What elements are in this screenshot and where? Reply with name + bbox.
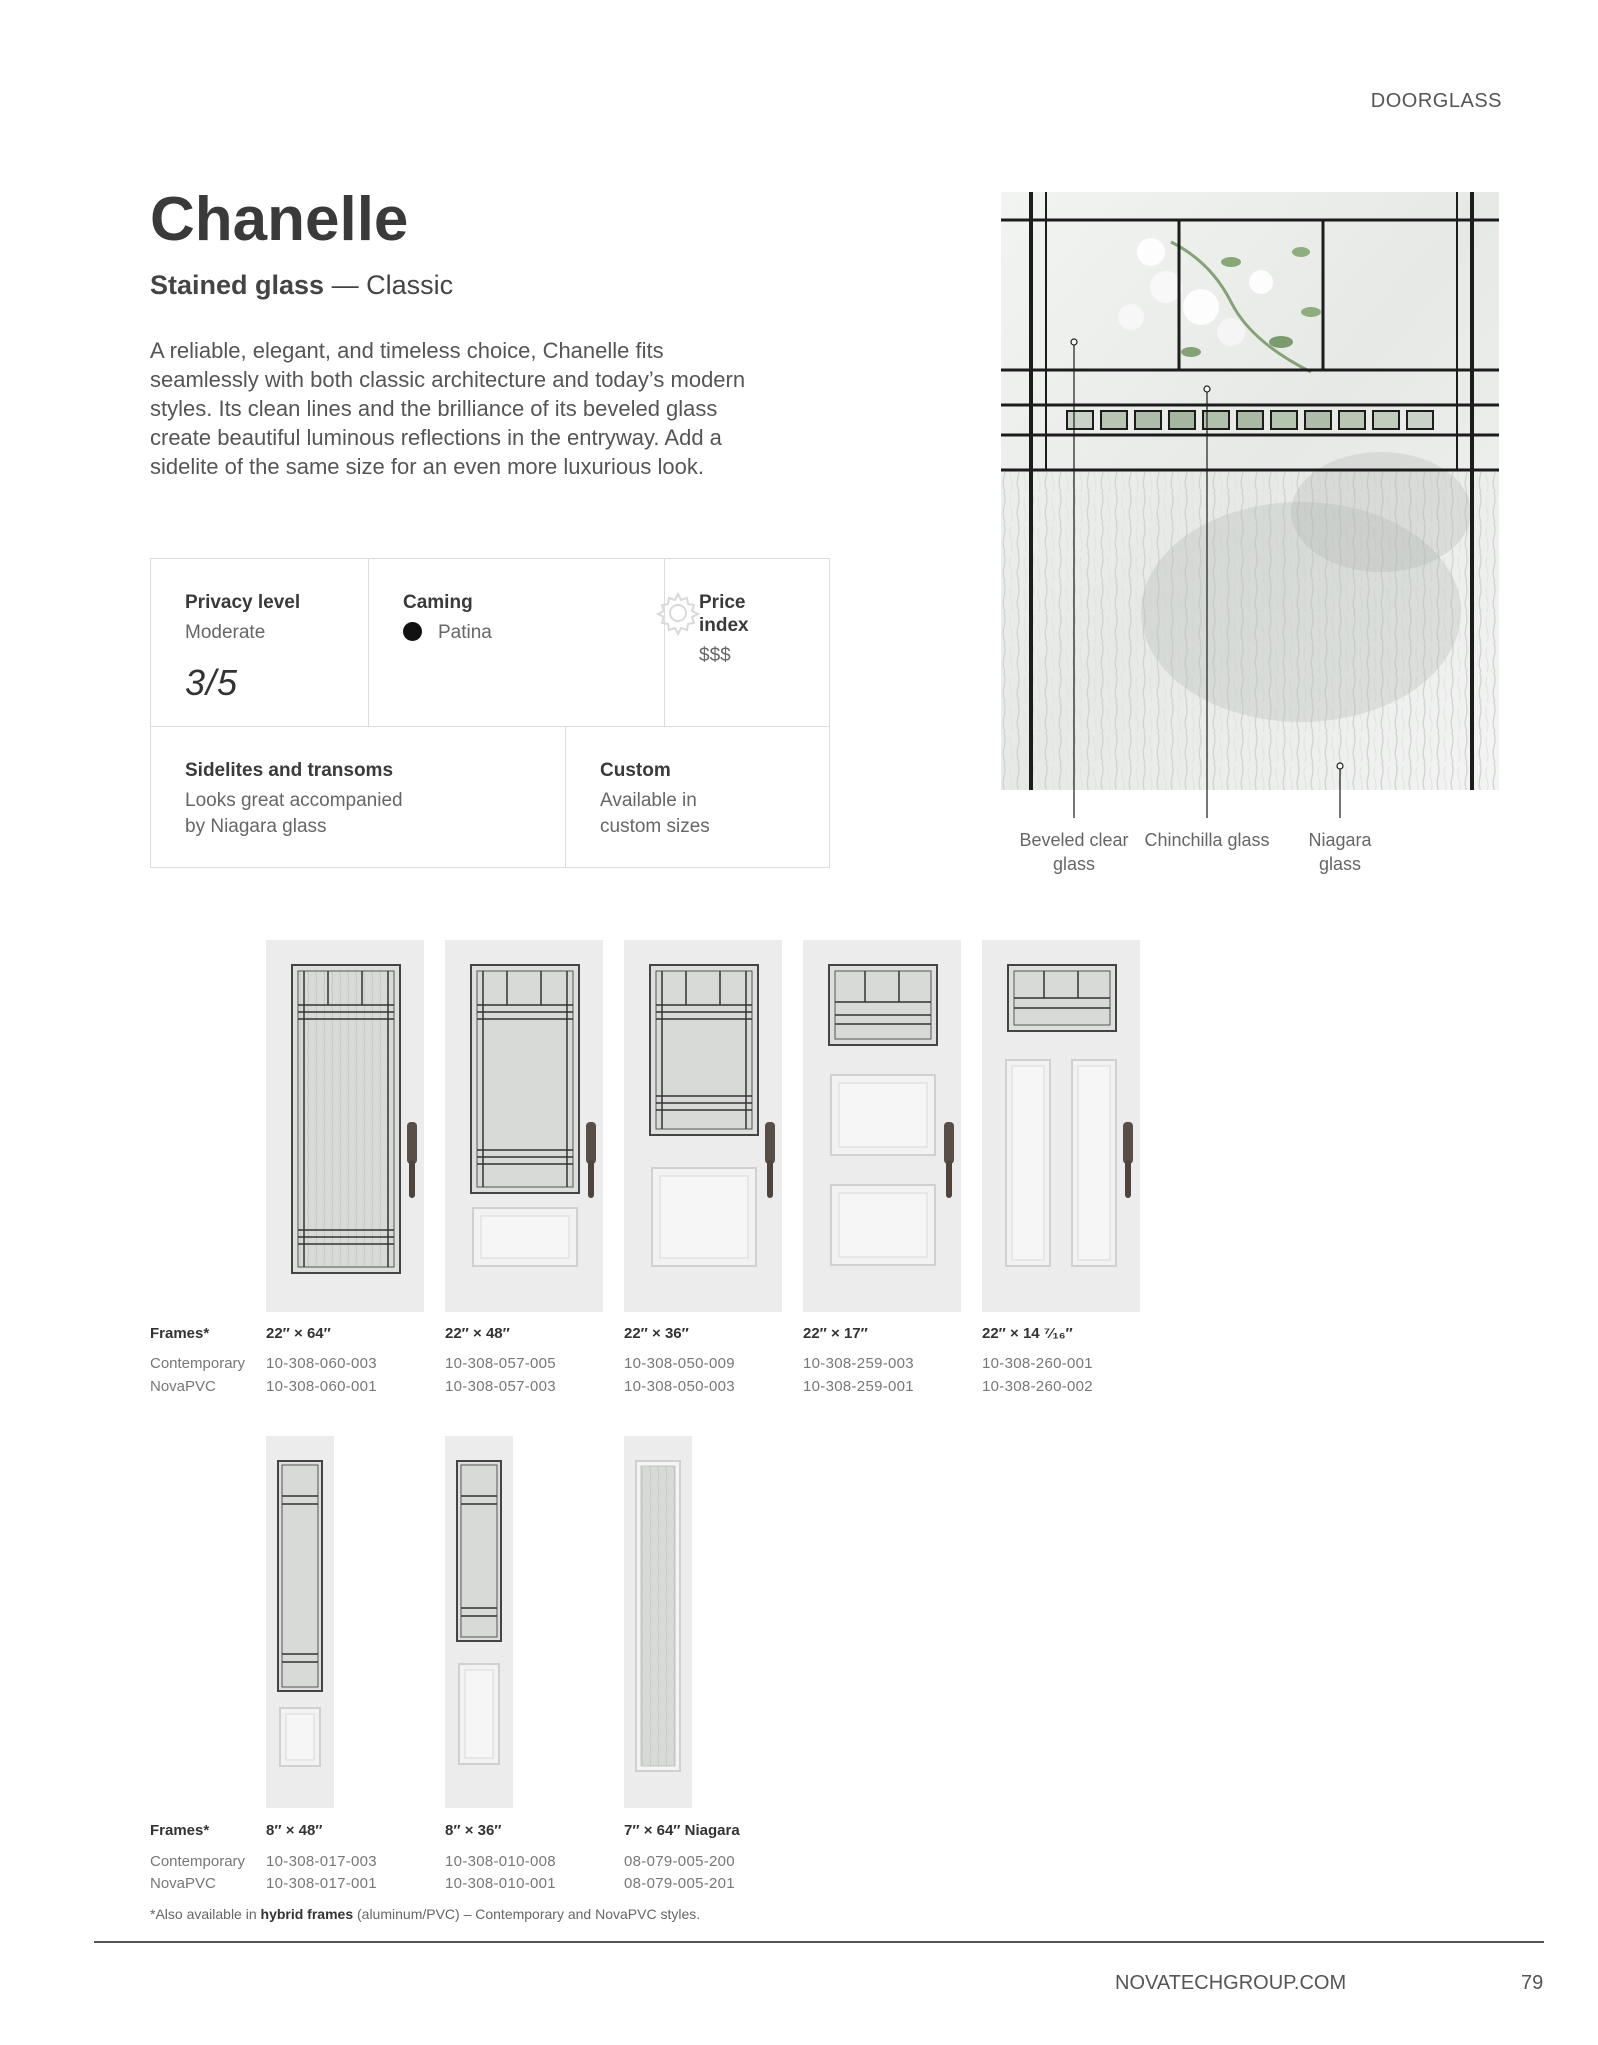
code-novapvc: 10-308-060-001 bbox=[266, 1378, 377, 1395]
footnote-after: (aluminum/PVC) – Contemporary and NovaPVC styles. bbox=[353, 1906, 701, 1922]
size-label: 22″ × 48″ bbox=[445, 1325, 510, 1342]
gear-icon bbox=[655, 590, 701, 636]
sidelite-7x64-niagara bbox=[624, 1436, 692, 1808]
row2-frames-label: Frames* bbox=[150, 1822, 210, 1839]
code-contemporary: 10-308-057-005 bbox=[445, 1355, 556, 1372]
door-22x64 bbox=[266, 940, 424, 1312]
product-collection: Classic bbox=[366, 270, 454, 300]
sidelite-8x48 bbox=[266, 1436, 334, 1808]
callout-leaders bbox=[1001, 790, 1499, 820]
price-value: $$$ bbox=[699, 645, 731, 666]
custom-label: Custom bbox=[600, 760, 671, 781]
row2-style-contemporary: Contemporary bbox=[150, 1853, 246, 1870]
section-label: DOORGLASS bbox=[1370, 90, 1502, 112]
code-novapvc: 08-079-005-201 bbox=[624, 1875, 735, 1892]
privacy-value: Moderate bbox=[185, 622, 266, 643]
sidelites-value: Looks great accompanied by Niagara glass bbox=[185, 790, 403, 837]
code-novapvc: 10-308-017-001 bbox=[266, 1875, 377, 1892]
door-22x17 bbox=[803, 940, 961, 1312]
caming-value-row bbox=[403, 620, 664, 646]
callout-niagara: Niagara glass bbox=[1308, 830, 1372, 874]
row2-style-novapvc: NovaPVC bbox=[150, 1875, 216, 1892]
spec-privacy bbox=[151, 559, 369, 727]
door-22x36 bbox=[624, 940, 782, 1312]
product-type: Stained glass bbox=[150, 270, 325, 300]
code-contemporary: 10-308-017-003 bbox=[266, 1853, 377, 1870]
code-novapvc: 10-308-010-001 bbox=[445, 1875, 556, 1892]
row1-frames-label: Frames* bbox=[150, 1325, 210, 1342]
custom-value: Available in custom sizes bbox=[600, 790, 710, 837]
row1-style-contemporary: Contemporary bbox=[150, 1355, 246, 1372]
privacy-score: 3/5 bbox=[185, 662, 239, 703]
footer-divider bbox=[94, 1941, 1544, 1943]
code-contemporary: 10-308-259-003 bbox=[803, 1355, 914, 1372]
sidelite-8x36 bbox=[445, 1436, 513, 1808]
door-22x48 bbox=[445, 940, 603, 1312]
code-contemporary: 10-308-050-009 bbox=[624, 1355, 735, 1372]
spec-sidelites bbox=[151, 727, 566, 867]
callout-chinchilla: Chinchilla glass bbox=[1144, 830, 1270, 850]
code-contemporary: 10-308-060-003 bbox=[266, 1355, 377, 1372]
footnote bbox=[150, 1906, 700, 1922]
code-novapvc: 10-308-260-002 bbox=[982, 1378, 1093, 1395]
size-label: 22″ × 17″ bbox=[803, 1325, 868, 1342]
code-novapvc: 10-308-259-001 bbox=[803, 1378, 914, 1395]
size-label: 22″ × 14 ⁷⁄₁₆″ bbox=[982, 1325, 1073, 1342]
size-label: 22″ × 36″ bbox=[624, 1325, 689, 1342]
product-title: Chanelle bbox=[150, 185, 409, 254]
footer-website: NOVATECHGROUP.COM bbox=[1115, 1972, 1347, 1994]
spec-caming bbox=[369, 559, 665, 727]
size-label: 8″ × 36″ bbox=[445, 1822, 502, 1839]
row1-style-novapvc: NovaPVC bbox=[150, 1378, 216, 1395]
size-label: 8″ × 48″ bbox=[266, 1822, 323, 1839]
size-label: 22″ × 64″ bbox=[266, 1325, 331, 1342]
product-description: A reliable, elegant, and timeless choice, Chanelle fits seamlessly with both classic architecture and today’s modern styles. Its clean lines and the brilliance of its beveled glass create beautiful luminous reflections in the entryway. Add a sidelite of the same size for an even more luxurious look. bbox=[150, 338, 746, 479]
price-label: Price index bbox=[699, 592, 749, 636]
page-number: 79 bbox=[1521, 1972, 1544, 1994]
product-subtitle bbox=[150, 270, 453, 301]
spec-custom bbox=[566, 727, 829, 867]
sidelites-label: Sidelites and transoms bbox=[185, 760, 394, 781]
code-contemporary: 10-308-010-008 bbox=[445, 1853, 556, 1870]
footnote-before: *Also available in bbox=[150, 1906, 261, 1922]
glass-detail-photo bbox=[1001, 192, 1499, 790]
callout-beveled: Beveled clear glass bbox=[1019, 830, 1129, 874]
code-contemporary: 10-308-260-001 bbox=[982, 1355, 1093, 1372]
footnote-bold: hybrid frames bbox=[260, 1906, 354, 1922]
door-22x14 bbox=[982, 940, 1140, 1312]
code-novapvc: 10-308-057-003 bbox=[445, 1378, 556, 1395]
caming-label: Caming bbox=[403, 592, 473, 613]
code-novapvc: 10-308-050-003 bbox=[624, 1378, 735, 1395]
privacy-label: Privacy level bbox=[185, 592, 301, 613]
size-label: 7″ × 64″ Niagara bbox=[624, 1822, 740, 1839]
spec-price bbox=[665, 559, 829, 727]
code-contemporary: 08-079-005-200 bbox=[624, 1853, 735, 1870]
specs-table bbox=[150, 558, 830, 868]
caming-color-dot bbox=[403, 622, 422, 641]
subtitle-separator: — bbox=[324, 270, 367, 300]
caming-value: Patina bbox=[438, 622, 492, 643]
